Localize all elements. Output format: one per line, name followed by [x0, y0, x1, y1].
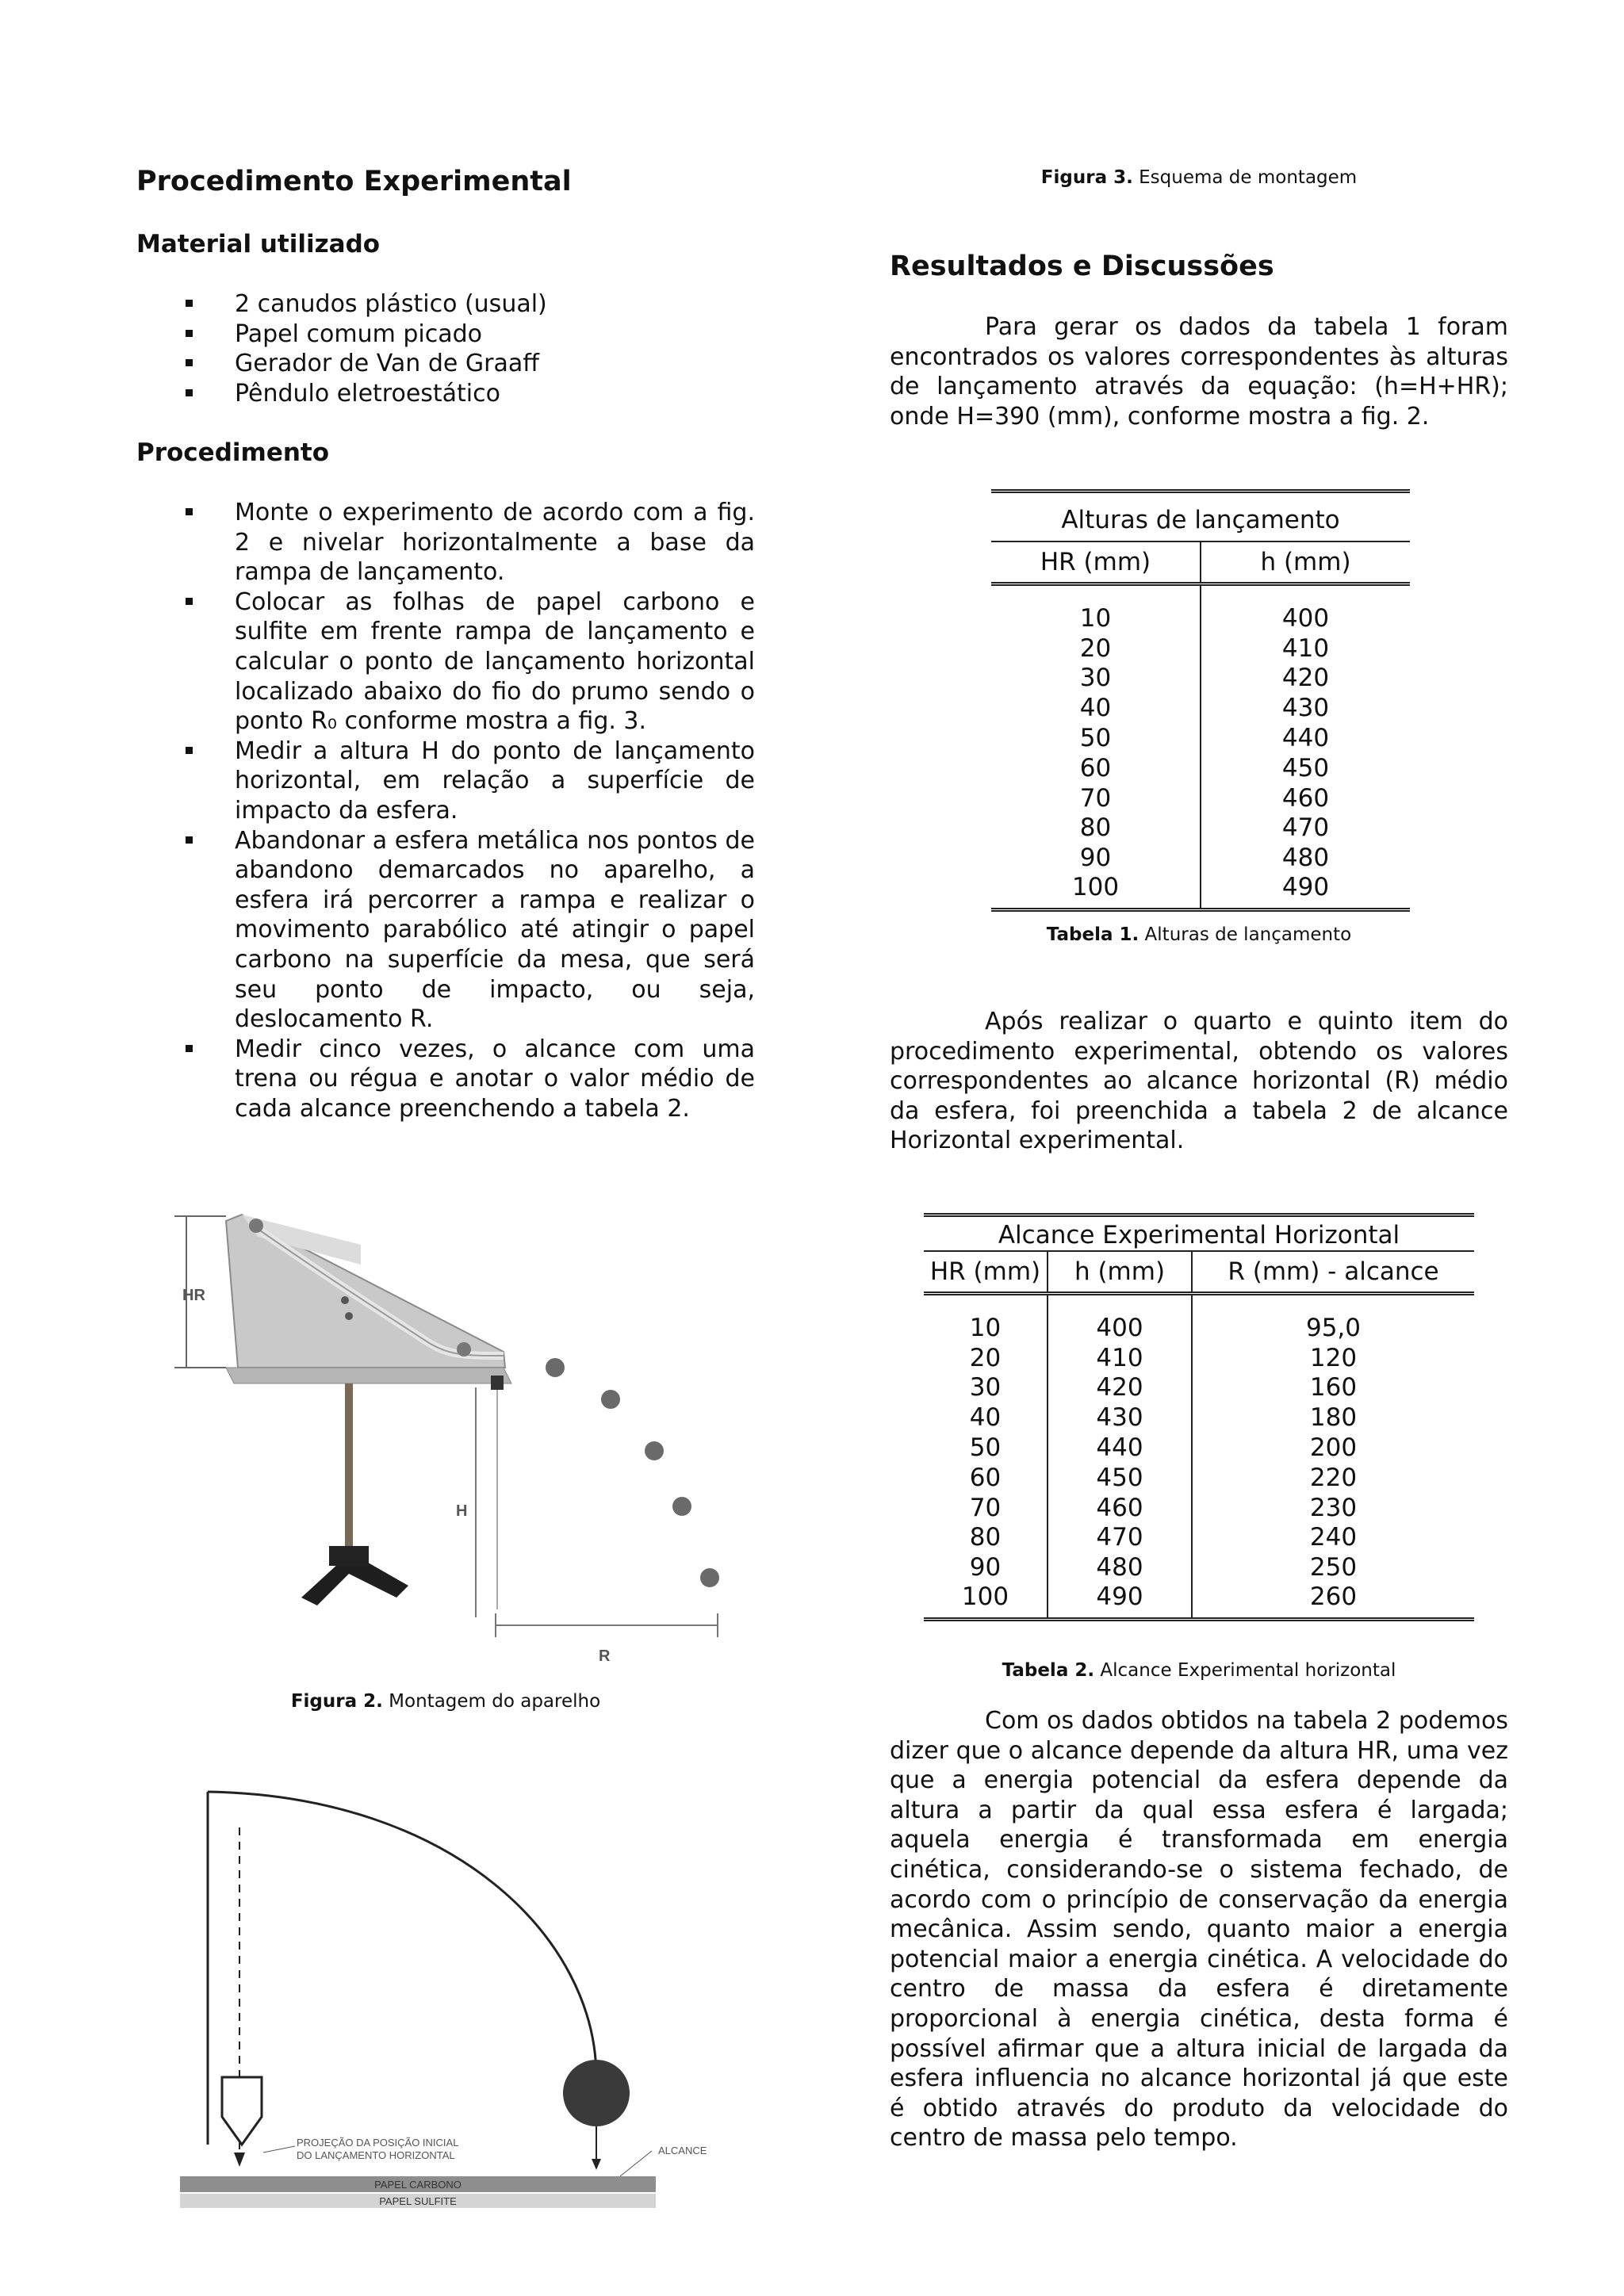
- list-item: Medir cinco vezes, o alcance com uma trena ou régua e anotar o valor médio de cada alcance preenchendo a tabela 2.: [136, 1035, 755, 1124]
- results-heading: Resultados e Discussões: [890, 251, 1274, 282]
- figure-2-apparatus: [163, 1205, 733, 1673]
- table-1-caption: [890, 924, 1508, 945]
- list-item: Monte o experimento de acordo com a fig. 2 e nivelar horizontalmente a base da rampa de lançamento.: [136, 498, 755, 587]
- results-paragraph-2: Após realizar o quarto e quinto item do procedimento experimental, obtendo os valores correspondentes ao alcance horizontal (R) médio da esfera, foi preenchida a tabela 2 de alcance Horizontal experimental.: [890, 1008, 1508, 1155]
- table-row: 70 460 230: [924, 1493, 1474, 1523]
- label-alcance: ALCANCE: [658, 2145, 707, 2156]
- table-row: 10 400 95,0: [924, 1313, 1474, 1343]
- table-row: 30 420 160: [924, 1373, 1474, 1403]
- procedure-list: [136, 498, 755, 1123]
- table-row: 50 440 200: [924, 1433, 1474, 1463]
- ball: [546, 1358, 565, 1377]
- figure-3-schematic: [176, 1780, 731, 2224]
- section-title: Procedimento Experimental: [136, 166, 572, 197]
- list-item: Pêndulo eletroestático: [136, 379, 755, 409]
- table-row: 60 450: [991, 753, 1410, 783]
- table-2-caption: [890, 1660, 1508, 1681]
- table-row: 100 490: [991, 873, 1410, 910]
- table-2-title: Alcance Experimental Horizontal: [924, 1215, 1474, 1252]
- table-1-title: Alturas de lançamento: [991, 492, 1410, 542]
- label-h: H: [456, 1502, 468, 1520]
- caption-label: Tabela 1.: [1046, 924, 1139, 945]
- results-paragraph-1: Para gerar os dados da tabela 1 foram encontrados os valores correspondentes às alturas de lançamento através da equação: (h=H+HR); onde H=390 (mm), conforme mostra a fig. 2.: [890, 313, 1508, 430]
- table-row: 70 460: [991, 783, 1410, 813]
- material-heading: Material utilizado: [136, 230, 381, 258]
- caption-text: Montagem do aparelho: [382, 1691, 601, 1712]
- label-sulfite: PAPEL SULFITE: [379, 2195, 457, 2207]
- table-row: 50 440: [991, 723, 1410, 753]
- caption-label: Tabela 2.: [1002, 1660, 1095, 1681]
- table-row: 40 430 180: [924, 1402, 1474, 1433]
- table-2-header-h: h (mm): [1048, 1251, 1192, 1294]
- list-item: Papel comum picado: [136, 320, 755, 350]
- table-row: 40 430: [991, 693, 1410, 723]
- table-2: [924, 1213, 1474, 1621]
- table-1: [991, 489, 1410, 912]
- table-2-header-hr: HR (mm): [924, 1251, 1048, 1294]
- list-item: Abandonar a esfera metálica nos pontos de abandono demarcados no aparelho, a esfera irá percorrer a rampa e realizar o movimento parabólico até atingir o papel carbono na superfície da mesa, que será seu ponto de impacto, ou seja, deslocamento R.: [136, 826, 755, 1035]
- table-2-header-r: R (mm) - alcance: [1192, 1251, 1474, 1294]
- label-projection-2: DO LANÇAMENTO HORIZONTAL: [297, 2149, 455, 2161]
- table-row: 60 450 220: [924, 1463, 1474, 1493]
- figure-2-caption: [136, 1691, 755, 1712]
- list-item: 2 canudos plástico (usual): [136, 289, 755, 320]
- caption-text: Esquema de montagem: [1132, 167, 1358, 188]
- table-row: 30 420: [991, 664, 1410, 694]
- list-item: Medir a altura H do ponto de lançamento horizontal, em relação a superfície de impacto da esfera.: [136, 737, 755, 826]
- table-1-header-h: h (mm): [1201, 541, 1410, 584]
- table-1-header-hr: HR (mm): [991, 541, 1201, 584]
- ball: [601, 1390, 620, 1409]
- ball: [700, 1568, 719, 1587]
- label-hr: HR: [182, 1287, 205, 1304]
- ball: [645, 1441, 664, 1460]
- schematic-drawing: [176, 1780, 731, 2224]
- list-item: Gerador de Van de Graaff: [136, 349, 755, 379]
- table-row: 80 470 240: [924, 1523, 1474, 1553]
- table-row: 80 470: [991, 813, 1410, 844]
- label-carbono: PAPEL CARBONO: [374, 2179, 462, 2191]
- label-projection-1: PROJEÇÃO DA POSIÇÃO INICIAL: [297, 2137, 459, 2149]
- procedure-heading: Procedimento: [136, 438, 330, 467]
- ball: [672, 1497, 691, 1516]
- apparatus-drawing: [163, 1205, 733, 1673]
- list-item: Colocar as folhas de papel carbono e sulfite em frente rampa de lançamento e calcular o ponto de lançamento horizontal localizado abaixo do fio do prumo sendo o ponto R₀ conforme mostra a fig. 3.: [136, 587, 755, 737]
- table-row: 20 410 120: [924, 1343, 1474, 1373]
- table-row: 90 480 250: [924, 1552, 1474, 1582]
- caption-text: Alturas de lançamento: [1139, 924, 1352, 945]
- caption-text: Alcance Experimental horizontal: [1094, 1660, 1396, 1681]
- figure-3-caption: [890, 167, 1508, 188]
- table-row: 90 480: [991, 843, 1410, 873]
- table-row: 100 490 260: [924, 1582, 1474, 1620]
- table-row: 10 400: [991, 603, 1410, 633]
- materials-list: [136, 289, 755, 408]
- label-r: R: [599, 1647, 611, 1665]
- caption-label: Figura 2.: [290, 1691, 383, 1712]
- results-paragraph-3: Com os dados obtidos na tabela 2 podemos dizer que o alcance depende da altura HR, uma vez que a energia potencial da esfera depende da altura a partir da qual essa esfera é largada; aquela energia é transformada em energia cinética, considerando-se o sistema fechado, de acordo com o princípio de conservação da energia mecânica. Assim sendo, quanto maior a energia potencial maior a energia cinética. A velocidade do centro de massa da esfera é diretamente proporcional à energia cinética, desta forma é possível afirmar que a altura inicial de largada da esfera influencia no alcance horizontal já que este é obtido através do produto da velocidade do centro de massa pelo tempo.: [890, 1707, 1508, 2152]
- caption-label: Figura 3.: [1040, 167, 1133, 188]
- table-row: 20 410: [991, 633, 1410, 664]
